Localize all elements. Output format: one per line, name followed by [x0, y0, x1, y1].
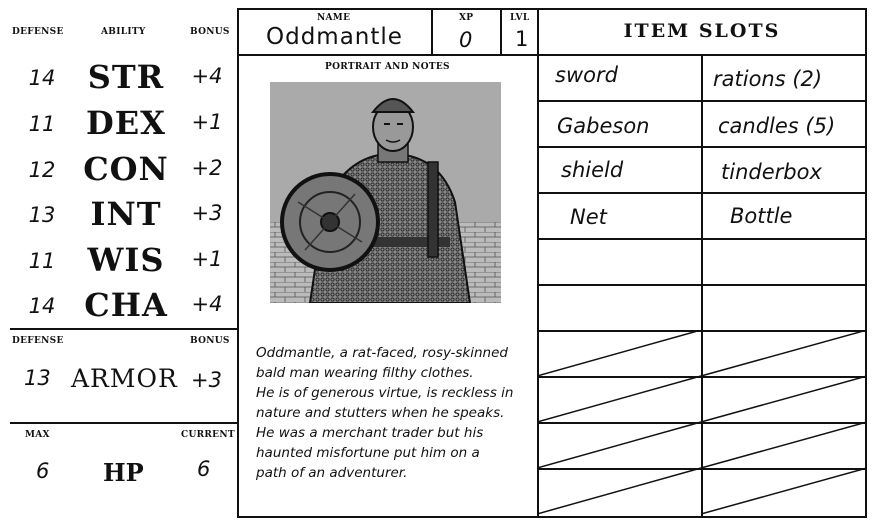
ability-bonus-value[interactable]: +1 [191, 247, 223, 271]
notes-line: He is of generous virtue, is reckless in [256, 385, 514, 401]
divider [431, 8, 433, 55]
armor-name: ARMOR [71, 364, 178, 393]
character-name[interactable]: Oddmantle [266, 24, 403, 50]
divider [237, 8, 537, 10]
divider [237, 8, 239, 518]
armor-bonus-value[interactable]: +3 [191, 368, 222, 392]
ability-bonus-value[interactable]: +4 [191, 292, 223, 316]
divider [10, 422, 238, 424]
disabled-slots-strikes [537, 330, 867, 518]
ability-defense-value[interactable]: 11 [28, 112, 56, 136]
hp-max-label: MAX [25, 430, 50, 440]
ability-name: INT [90, 195, 162, 233]
divider [537, 284, 867, 286]
armor-defense-value[interactable]: 13 [24, 366, 51, 390]
xp-value[interactable]: 0 [459, 28, 473, 52]
item-slot-left-4[interactable]: Net [570, 205, 607, 229]
notes-line: He was a merchant trader but his [256, 425, 484, 441]
ability-name: STR [87, 58, 165, 96]
divider [237, 54, 537, 56]
ability-bonus-value[interactable]: +3 [191, 201, 223, 225]
ability-row-con [0, 150, 236, 196]
portrait-notes[interactable] [256, 343, 534, 483]
divider [537, 100, 867, 102]
ability-row-str [0, 58, 236, 104]
divider [537, 192, 867, 194]
item-slot-left-1[interactable]: sword [555, 63, 618, 87]
item-slot-left-2[interactable]: Gabeson [557, 114, 650, 138]
item-slot-right-2[interactable]: candles (5) [718, 114, 836, 138]
ability-row-dex [0, 104, 236, 150]
item-slot-right-3[interactable]: tinderbox [721, 160, 822, 184]
ability-name: CON [83, 150, 169, 188]
hp-current-value[interactable]: 6 [197, 457, 211, 481]
ability-bonus-value[interactable]: +2 [191, 156, 223, 180]
divider [537, 146, 867, 148]
ability-defense-value[interactable]: 14 [28, 66, 56, 90]
notes-line: bald man wearing filthy clothes. [256, 365, 474, 381]
portrait-image [270, 82, 501, 303]
notes-line: nature and stutters when he speaks. [256, 405, 505, 421]
armor-bonus-label: BONUS [190, 336, 230, 346]
ability-bonus-header: BONUS [190, 27, 230, 37]
lvl-value[interactable]: 1 [515, 27, 529, 51]
ability-defense-value[interactable]: 12 [28, 158, 56, 182]
notes-line: path of an adventurer. [256, 465, 408, 481]
divider [500, 8, 502, 55]
armor-defense-label: DEFENSE [12, 336, 64, 346]
ability-ability-header: ABILITY [101, 27, 146, 37]
hp-name: HP [103, 458, 144, 487]
name-label: NAME [317, 13, 351, 23]
ability-defense-value[interactable]: 13 [28, 203, 56, 227]
lvl-label: LVL [510, 13, 530, 23]
ability-row-int [0, 195, 236, 241]
ability-row-cha [0, 286, 236, 332]
divider [537, 238, 867, 240]
portrait-label: PORTRAIT AND NOTES [325, 62, 450, 72]
item-slots-title: ITEM SLOTS [623, 20, 781, 42]
item-slot-left-3[interactable]: shield [561, 158, 624, 182]
ability-name: DEX [86, 104, 166, 142]
hp-current-label: CURRENT [181, 430, 235, 440]
divider [10, 328, 238, 330]
item-slot-right-4[interactable]: Bottle [730, 204, 793, 228]
notes-line: haunted misfortune put him on a [256, 445, 480, 461]
notes-line: Oddmantle, a rat-faced, rosy-skinned [256, 345, 508, 361]
divider [537, 8, 867, 10]
ability-defense-value[interactable]: 11 [28, 249, 56, 273]
divider [237, 516, 537, 518]
ability-row-wis [0, 241, 236, 287]
ability-defense-header: DEFENSE [12, 27, 64, 37]
ability-bonus-value[interactable]: +4 [191, 64, 223, 88]
ability-name: CHA [84, 286, 168, 324]
item-slot-right-1[interactable]: rations (2) [713, 67, 823, 91]
hp-max-value[interactable]: 6 [36, 459, 50, 483]
xp-label: XP [459, 13, 474, 23]
ability-name: WIS [87, 241, 165, 279]
ability-bonus-value[interactable]: +1 [191, 110, 223, 134]
ability-defense-value[interactable]: 14 [28, 294, 56, 318]
